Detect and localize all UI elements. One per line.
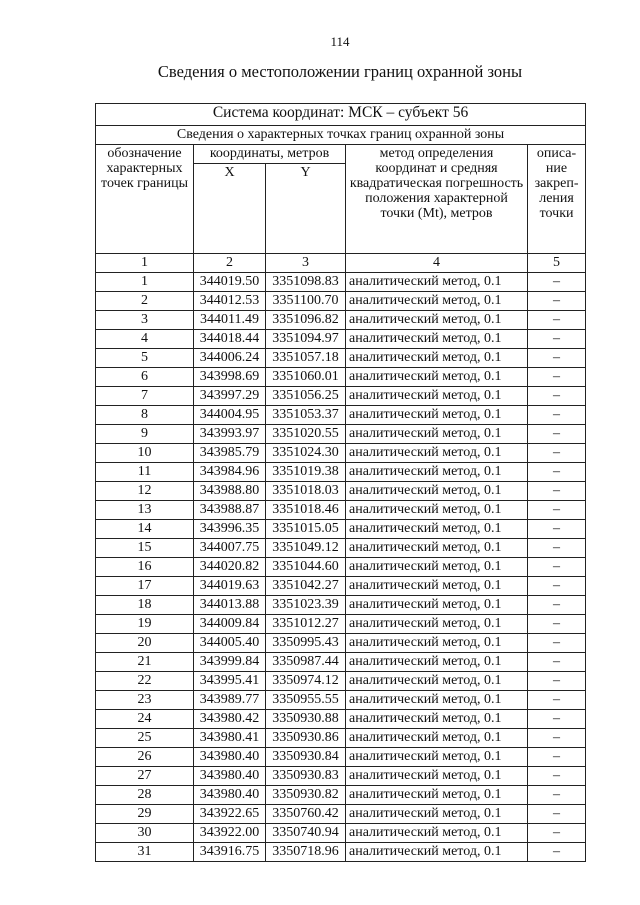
x-coordinate-cell: 343985.79 [194, 444, 266, 463]
method-cell: аналитический метод, 0.1 [346, 843, 528, 862]
point-number-cell: 21 [96, 653, 194, 672]
y-coordinate-cell: 3351018.46 [266, 501, 346, 520]
x-coordinate-cell: 344005.40 [194, 634, 266, 653]
method-cell: аналитический метод, 0.1 [346, 558, 528, 577]
x-coordinate-cell: 344013.88 [194, 596, 266, 615]
description-cell: – [528, 425, 586, 444]
column-number: 2 [194, 254, 266, 273]
method-cell: аналитический метод, 0.1 [346, 444, 528, 463]
point-number-cell: 13 [96, 501, 194, 520]
point-number-cell: 22 [96, 672, 194, 691]
y-coordinate-cell: 3350930.83 [266, 767, 346, 786]
point-number-cell: 30 [96, 824, 194, 843]
description-cell: – [528, 710, 586, 729]
description-cell: – [528, 501, 586, 520]
table-row [96, 824, 586, 843]
table-row [96, 292, 586, 311]
method-cell: аналитический метод, 0.1 [346, 710, 528, 729]
header-point-designation: обозначение характерных точек границы [96, 145, 194, 254]
description-cell: – [528, 615, 586, 634]
method-cell: аналитический метод, 0.1 [346, 520, 528, 539]
description-cell: – [528, 634, 586, 653]
table-row [96, 482, 586, 501]
table-row [96, 311, 586, 330]
header-method: метод определения координат и средняя квадратическая погрешность положения характерной точки (Mt), метров [346, 145, 528, 254]
y-coordinate-cell: 3351053.37 [266, 406, 346, 425]
point-number-cell: 7 [96, 387, 194, 406]
method-cell: аналитический метод, 0.1 [346, 539, 528, 558]
y-coordinate-cell: 3351020.55 [266, 425, 346, 444]
description-cell: – [528, 520, 586, 539]
method-cell: аналитический метод, 0.1 [346, 786, 528, 805]
method-cell: аналитический метод, 0.1 [346, 577, 528, 596]
point-number-cell: 8 [96, 406, 194, 425]
description-cell: – [528, 387, 586, 406]
y-coordinate-cell: 3350930.86 [266, 729, 346, 748]
x-coordinate-cell: 343995.41 [194, 672, 266, 691]
x-coordinate-cell: 343922.00 [194, 824, 266, 843]
x-coordinate-cell: 343997.29 [194, 387, 266, 406]
table-row [96, 444, 586, 463]
y-coordinate-cell: 3350995.43 [266, 634, 346, 653]
x-coordinate-cell: 344012.53 [194, 292, 266, 311]
table-row [96, 786, 586, 805]
column-number-row [96, 254, 586, 273]
header-x: X [194, 164, 266, 254]
point-number-cell: 2 [96, 292, 194, 311]
column-number: 4 [346, 254, 528, 273]
method-cell: аналитический метод, 0.1 [346, 330, 528, 349]
description-cell: – [528, 463, 586, 482]
x-coordinate-cell: 343922.65 [194, 805, 266, 824]
table-row [96, 349, 586, 368]
method-cell: аналитический метод, 0.1 [346, 387, 528, 406]
description-cell: – [528, 767, 586, 786]
y-coordinate-cell: 3351019.38 [266, 463, 346, 482]
table-row [96, 539, 586, 558]
point-number-cell: 18 [96, 596, 194, 615]
point-number-cell: 4 [96, 330, 194, 349]
y-coordinate-cell: 3351049.12 [266, 539, 346, 558]
table-row [96, 501, 586, 520]
y-coordinate-cell: 3350760.42 [266, 805, 346, 824]
description-cell: – [528, 349, 586, 368]
y-coordinate-cell: 3351056.25 [266, 387, 346, 406]
y-coordinate-cell: 3351060.01 [266, 368, 346, 387]
method-cell: аналитический метод, 0.1 [346, 805, 528, 824]
table-row [96, 330, 586, 349]
x-coordinate-cell: 343996.35 [194, 520, 266, 539]
y-coordinate-cell: 3351044.60 [266, 558, 346, 577]
x-coordinate-cell: 343980.40 [194, 748, 266, 767]
table-row [96, 463, 586, 482]
point-number-cell: 11 [96, 463, 194, 482]
x-coordinate-cell: 343980.40 [194, 786, 266, 805]
method-cell: аналитический метод, 0.1 [346, 501, 528, 520]
description-cell: – [528, 729, 586, 748]
coordinate-system-row [96, 104, 586, 126]
method-cell: аналитический метод, 0.1 [346, 596, 528, 615]
document-title: Сведения о местоположении границ охранной зоны [157, 62, 523, 81]
x-coordinate-cell: 343988.80 [194, 482, 266, 501]
point-number-cell: 31 [96, 843, 194, 862]
x-coordinate-cell: 343998.69 [194, 368, 266, 387]
table-row [96, 767, 586, 786]
description-cell: – [528, 691, 586, 710]
table-row [96, 691, 586, 710]
method-cell: аналитический метод, 0.1 [346, 463, 528, 482]
header-coordinates: координаты, метров [194, 145, 346, 164]
y-coordinate-cell: 3350740.94 [266, 824, 346, 843]
header-description: описа-ние закреп-ления точки [528, 145, 586, 254]
point-number-cell: 25 [96, 729, 194, 748]
method-cell: аналитический метод, 0.1 [346, 634, 528, 653]
table-row [96, 748, 586, 767]
point-number-cell: 17 [96, 577, 194, 596]
point-number-cell: 3 [96, 311, 194, 330]
description-cell: – [528, 748, 586, 767]
point-number-cell: 24 [96, 710, 194, 729]
x-coordinate-cell: 344004.95 [194, 406, 266, 425]
y-coordinate-cell: 3351042.27 [266, 577, 346, 596]
page-number: 114 [330, 34, 350, 49]
table-row [96, 577, 586, 596]
y-coordinate-cell: 3350930.88 [266, 710, 346, 729]
y-coordinate-cell: 3350930.82 [266, 786, 346, 805]
point-number-cell: 9 [96, 425, 194, 444]
y-coordinate-cell: 3351100.70 [266, 292, 346, 311]
method-cell: аналитический метод, 0.1 [346, 406, 528, 425]
x-coordinate-cell: 343993.97 [194, 425, 266, 444]
method-cell: аналитический метод, 0.1 [346, 824, 528, 843]
point-number-cell: 15 [96, 539, 194, 558]
method-cell: аналитический метод, 0.1 [346, 653, 528, 672]
description-cell: – [528, 786, 586, 805]
description-cell: – [528, 824, 586, 843]
table-row [96, 710, 586, 729]
x-coordinate-cell: 344019.63 [194, 577, 266, 596]
table-row [96, 615, 586, 634]
description-cell: – [528, 444, 586, 463]
point-number-cell: 20 [96, 634, 194, 653]
y-coordinate-cell: 3351094.97 [266, 330, 346, 349]
description-cell: – [528, 292, 586, 311]
y-coordinate-cell: 3350974.12 [266, 672, 346, 691]
point-number-cell: 1 [96, 273, 194, 292]
point-number-cell: 19 [96, 615, 194, 634]
table-row [96, 596, 586, 615]
y-coordinate-cell: 3351023.39 [266, 596, 346, 615]
description-cell: – [528, 672, 586, 691]
y-coordinate-cell: 3351018.03 [266, 482, 346, 501]
x-coordinate-cell: 344007.75 [194, 539, 266, 558]
method-cell: аналитический метод, 0.1 [346, 349, 528, 368]
description-cell: – [528, 273, 586, 292]
table-row [96, 672, 586, 691]
description-cell: – [528, 805, 586, 824]
description-cell: – [528, 596, 586, 615]
x-coordinate-cell: 344019.50 [194, 273, 266, 292]
x-coordinate-cell: 343989.77 [194, 691, 266, 710]
table-row [96, 805, 586, 824]
header-row [96, 145, 586, 164]
method-cell: аналитический метод, 0.1 [346, 691, 528, 710]
table-row [96, 520, 586, 539]
section-title-cell: Сведения о характерных точках границ охранной зоны [96, 126, 586, 145]
table-row [96, 653, 586, 672]
table-row [96, 273, 586, 292]
description-cell: – [528, 368, 586, 387]
y-coordinate-cell: 3351024.30 [266, 444, 346, 463]
point-number-cell: 12 [96, 482, 194, 501]
method-cell: аналитический метод, 0.1 [346, 273, 528, 292]
description-cell: – [528, 558, 586, 577]
method-cell: аналитический метод, 0.1 [346, 729, 528, 748]
y-coordinate-cell: 3351057.18 [266, 349, 346, 368]
section-title-row [96, 126, 586, 145]
description-cell: – [528, 482, 586, 501]
description-cell: – [528, 406, 586, 425]
y-coordinate-cell: 3350955.55 [266, 691, 346, 710]
method-cell: аналитический метод, 0.1 [346, 311, 528, 330]
point-number-cell: 27 [96, 767, 194, 786]
description-cell: – [528, 577, 586, 596]
x-coordinate-cell: 344009.84 [194, 615, 266, 634]
table-row [96, 368, 586, 387]
x-coordinate-cell: 344011.49 [194, 311, 266, 330]
description-cell: – [528, 330, 586, 349]
table-row [96, 843, 586, 862]
column-number: 5 [528, 254, 586, 273]
x-coordinate-cell: 343988.87 [194, 501, 266, 520]
table-row [96, 406, 586, 425]
method-cell: аналитический метод, 0.1 [346, 748, 528, 767]
x-coordinate-cell: 344006.24 [194, 349, 266, 368]
method-cell: аналитический метод, 0.1 [346, 425, 528, 444]
x-coordinate-cell: 343980.42 [194, 710, 266, 729]
method-cell: аналитический метод, 0.1 [346, 767, 528, 786]
point-number-cell: 16 [96, 558, 194, 577]
y-coordinate-cell: 3351098.83 [266, 273, 346, 292]
point-number-cell: 6 [96, 368, 194, 387]
x-coordinate-cell: 344018.44 [194, 330, 266, 349]
x-coordinate-cell: 343984.96 [194, 463, 266, 482]
y-coordinate-cell: 3351012.27 [266, 615, 346, 634]
y-coordinate-cell: 3351096.82 [266, 311, 346, 330]
table-row [96, 425, 586, 444]
point-number-cell: 28 [96, 786, 194, 805]
header-y: Y [266, 164, 346, 254]
y-coordinate-cell: 3351015.05 [266, 520, 346, 539]
x-coordinate-cell: 343916.75 [194, 843, 266, 862]
y-coordinate-cell: 3350930.84 [266, 748, 346, 767]
x-coordinate-cell: 343999.84 [194, 653, 266, 672]
table-row [96, 387, 586, 406]
method-cell: аналитический метод, 0.1 [346, 368, 528, 387]
point-number-cell: 5 [96, 349, 194, 368]
table-row [96, 634, 586, 653]
point-number-cell: 10 [96, 444, 194, 463]
x-coordinate-cell: 343980.40 [194, 767, 266, 786]
method-cell: аналитический метод, 0.1 [346, 292, 528, 311]
y-coordinate-cell: 3350718.96 [266, 843, 346, 862]
method-cell: аналитический метод, 0.1 [346, 672, 528, 691]
y-coordinate-cell: 3350987.44 [266, 653, 346, 672]
table-row [96, 558, 586, 577]
coordinates-table [95, 103, 586, 862]
description-cell: – [528, 539, 586, 558]
point-number-cell: 23 [96, 691, 194, 710]
description-cell: – [528, 311, 586, 330]
x-coordinate-cell: 344020.82 [194, 558, 266, 577]
method-cell: аналитический метод, 0.1 [346, 615, 528, 634]
method-cell: аналитический метод, 0.1 [346, 482, 528, 501]
column-number: 3 [266, 254, 346, 273]
point-number-cell: 26 [96, 748, 194, 767]
column-number: 1 [96, 254, 194, 273]
point-number-cell: 29 [96, 805, 194, 824]
x-coordinate-cell: 343980.41 [194, 729, 266, 748]
description-cell: – [528, 843, 586, 862]
coordinate-system-cell: Система координат: МСК – субъект 56 [96, 104, 586, 126]
description-cell: – [528, 653, 586, 672]
table-row [96, 729, 586, 748]
point-number-cell: 14 [96, 520, 194, 539]
